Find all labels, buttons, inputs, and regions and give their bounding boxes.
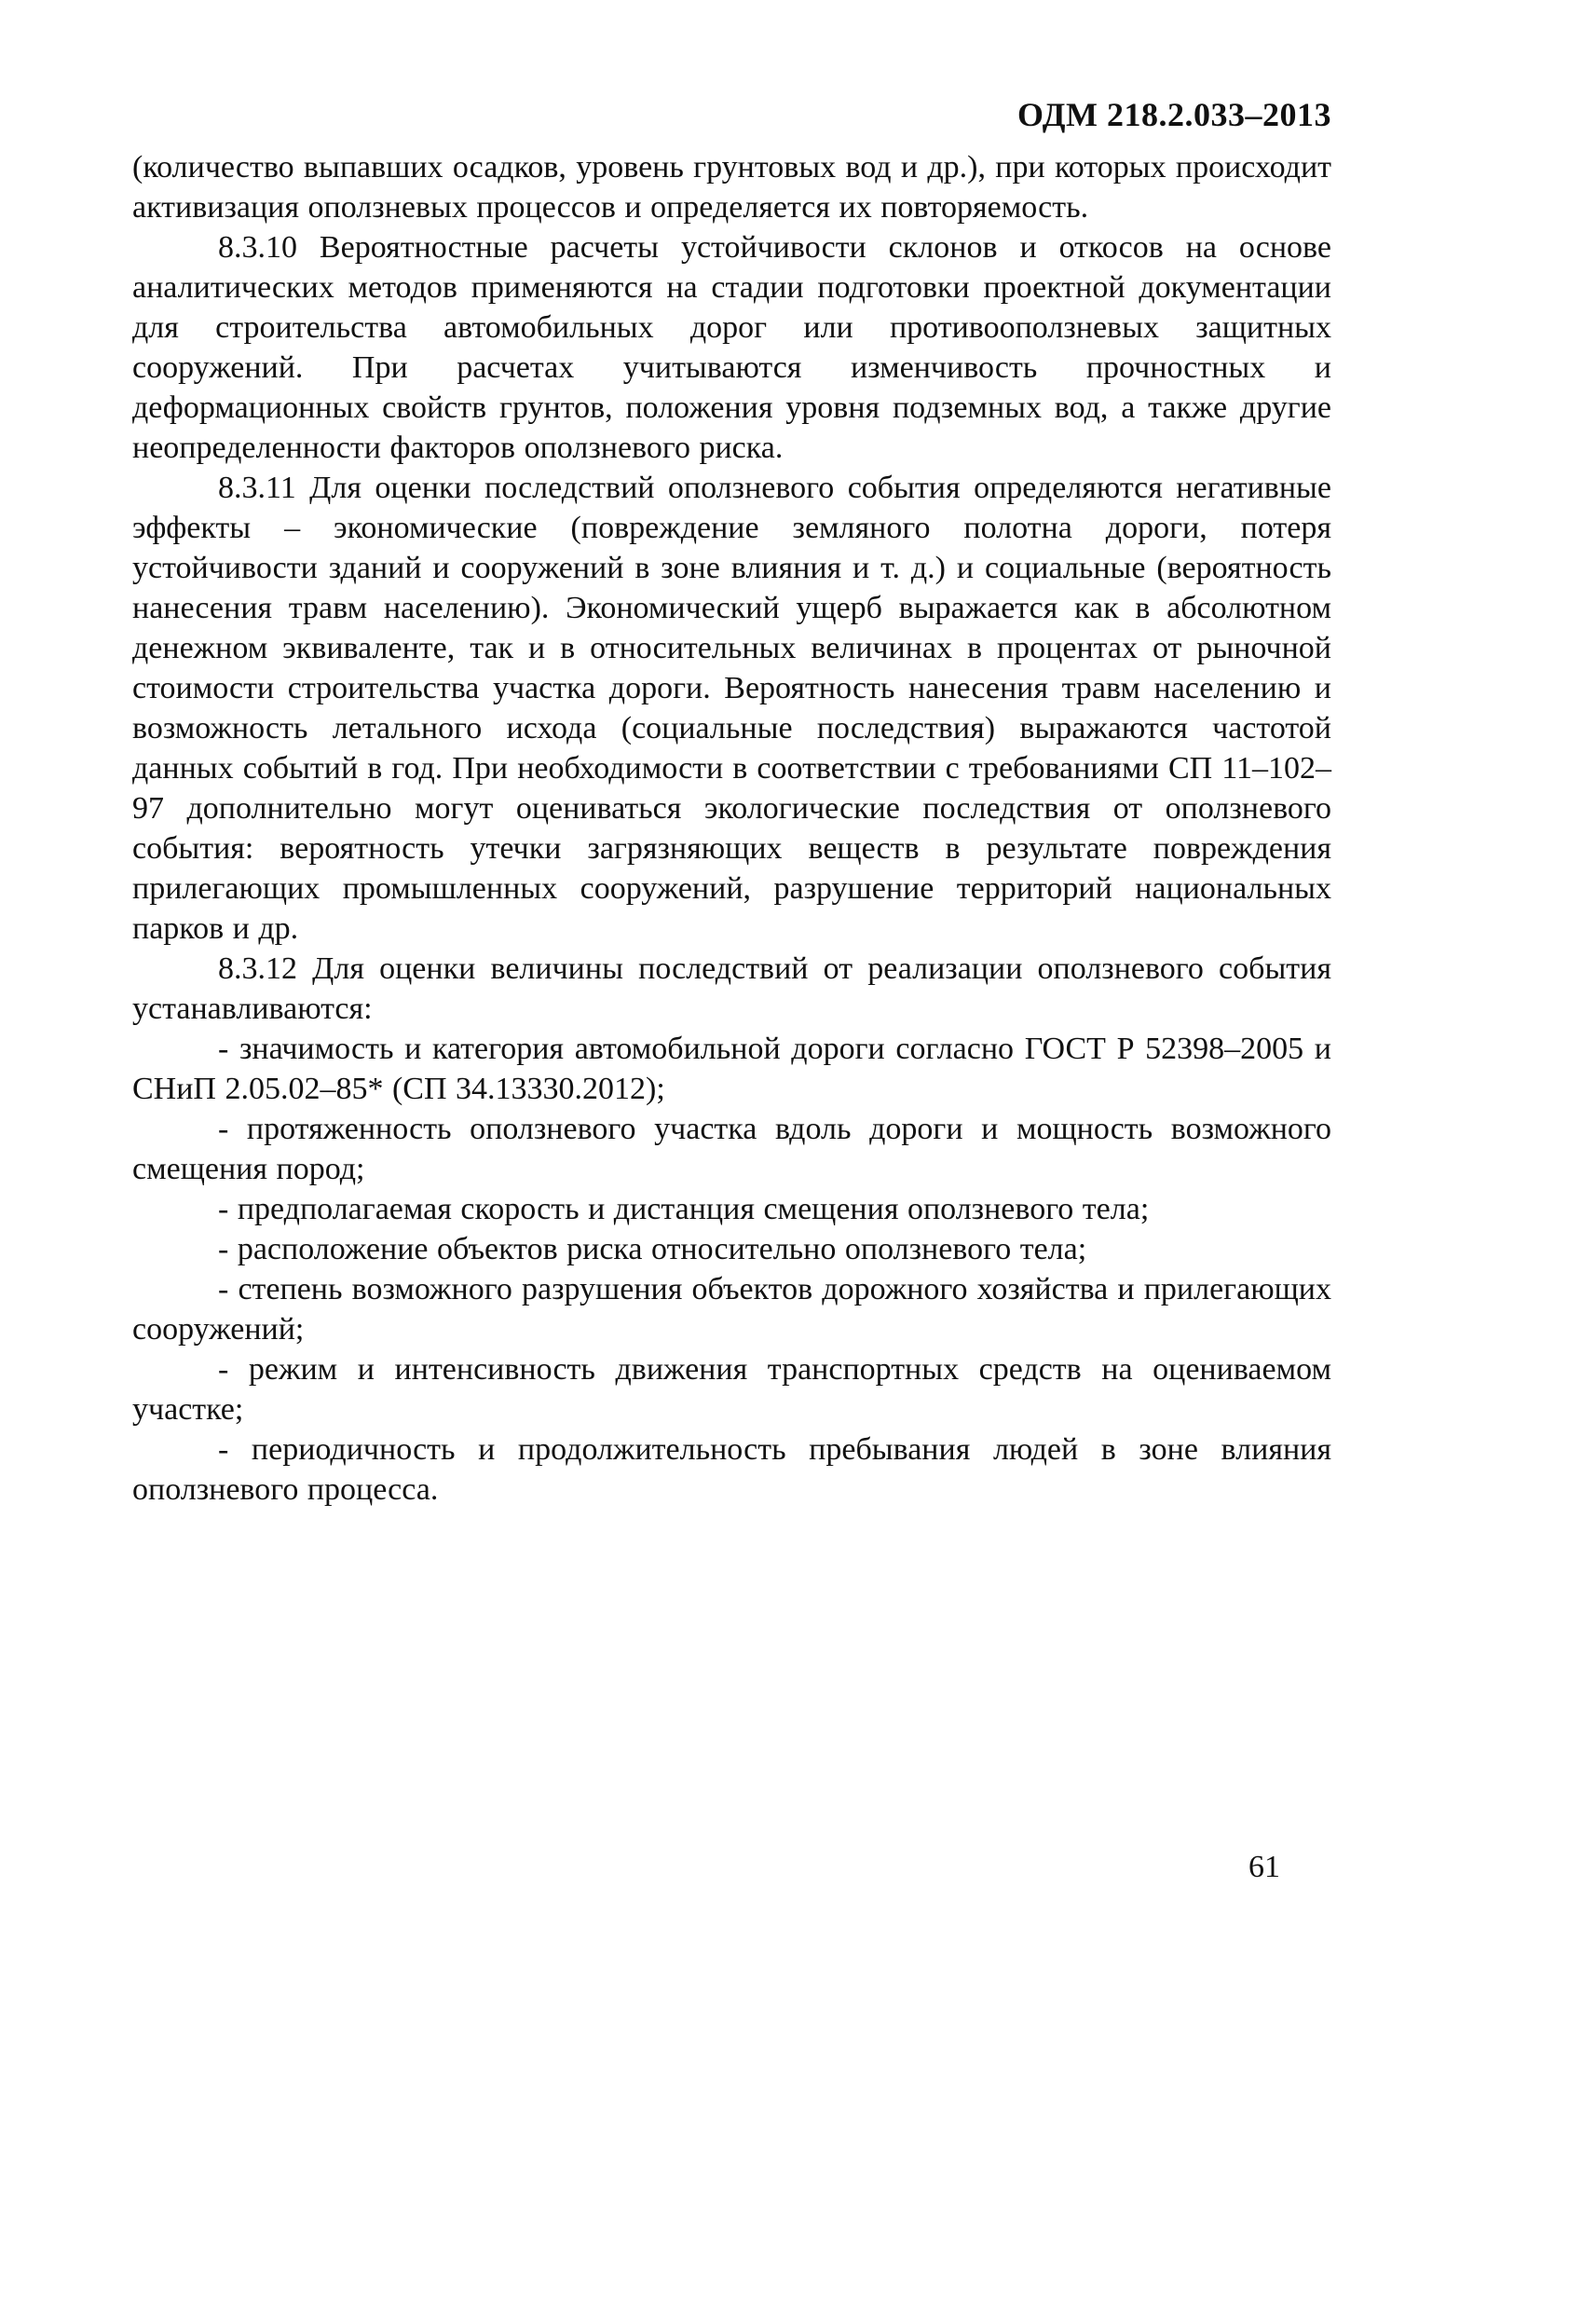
document-body — [132, 147, 1331, 1510]
list-item-displacement-speed: - предполагаемая скорость и дистанция смещения оползневого тела; — [218, 1192, 1150, 1226]
paragraph-8-3-10: 8.3.10 Вероятностные расчеты устойчивости склонов и откосов на основе аналитических методов применяются на стадии подготовки проектной документации для строительства автомобильных дорог или противооползневых защитных сооружений. При расчетах учитываются изменчивость прочностных и деформационных свойств грунтов, положения уровня подземных вод, а также другие неопределенности факторов оползневого риска. — [132, 230, 1331, 465]
list-item-traffic-intensity: - режим и интенсивность движения транспортных средств на оцениваемом участке; — [132, 1352, 1331, 1427]
list-item-risk-objects-location: - расположение объектов риска относительно оползневого тела; — [218, 1232, 1087, 1266]
paragraph-continuation: (количество выпавших осадков, уровень грунтовых вод и др.), при которых происходит активизация оползневых процессов и определяется их повторяемость. — [132, 150, 1331, 225]
list-item-road-category: - значимость и категория автомобильной дороги согласно ГОСТ Р 52398–2005 и СНиП 2.05.02–85* (СП 34.13330.2012); — [132, 1032, 1331, 1106]
list-item-destruction-degree: - степень возможного разрушения объектов дорожного хозяйства и прилегающих сооружений; — [132, 1272, 1331, 1347]
document-code-header: ОДМ 218.2.033–2013 — [1017, 96, 1331, 133]
paragraph-8-3-12: 8.3.12 Для оценки величины последствий от реализации оползневого события устанавливаются: — [132, 951, 1331, 1026]
paragraph-8-3-11: 8.3.11 Для оценки последствий оползневого события определяются негативные эффекты – экономические (повреждение земляного полотна дороги, потеря устойчивости зданий и сооружений в зоне влияния и т. д.) и социальные (вероятность нанесения травм населению). Экономический ущерб выражается как в абсолютном денежном эквиваленте, так и в относительных величинах в процентах от рыночной стоимости строительства участка дороги. Вероятность нанесения травм населению и возможность летального исхода (социальные последствия) выражаются частотой данных событий в год. При необходимости в соответствии с требованиями СП 11–102–97 дополнительно могут оцениваться экологические последствия от оползневого события: вероятность утечки загрязняющих веществ в результате повреждения прилегающих промышленных сооружений, разрушение территорий национальных парков и др. — [132, 471, 1331, 946]
page-number: 61 — [1248, 1850, 1280, 1884]
list-item-landslide-extent: - протяженность оползневого участка вдоль дороги и мощность возможного смещения пород; — [132, 1112, 1331, 1186]
list-item-people-presence: - периодичность и продолжительность пребывания людей в зоне влияния оползневого процесса. — [132, 1432, 1331, 1507]
